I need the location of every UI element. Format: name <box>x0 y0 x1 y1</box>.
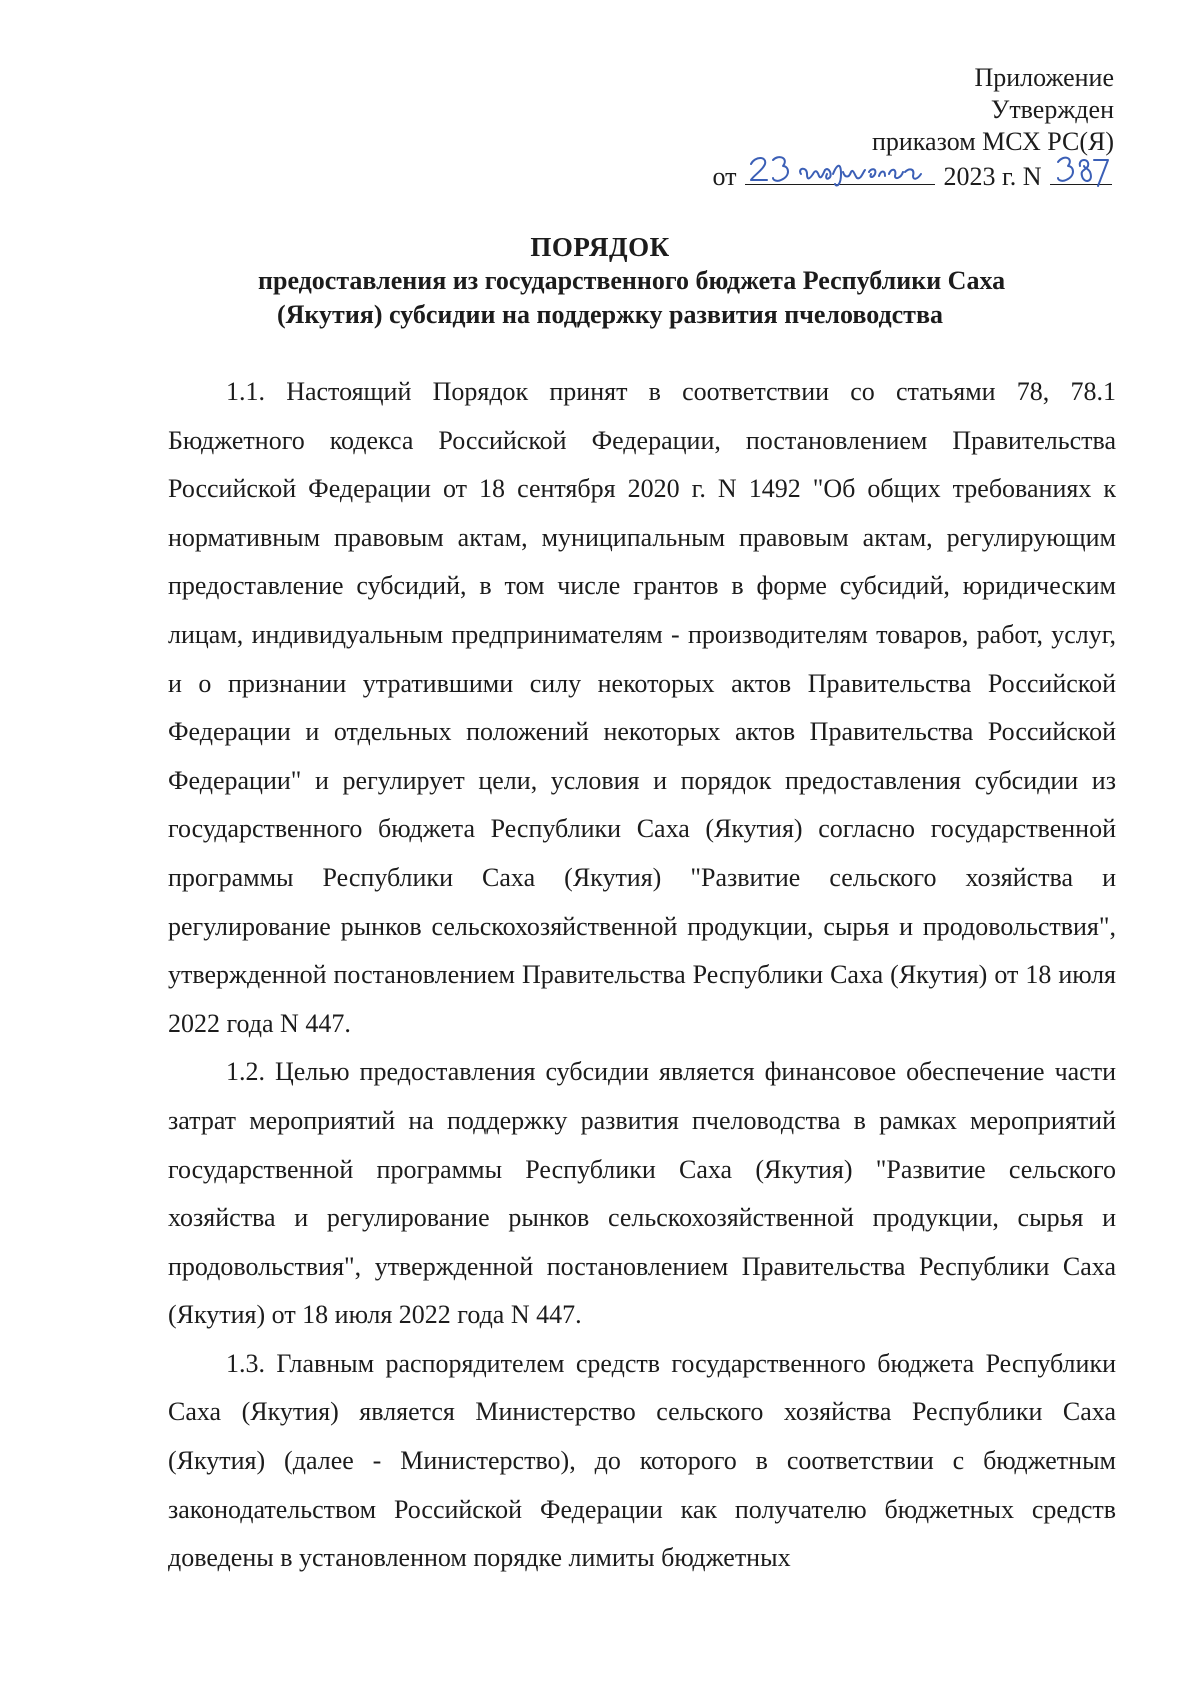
paragraph-1-3: 1.3. Главным распорядителем средств государственного бюджета Республики Саха (Якутия) является Министерство сельского хозяйства Республики Саха (Якутия) (далее - Министерство), до которого в соответствии с бюджетным законодательством Российской Федерации как получателю бюджетных средств доведены в установленном порядке лимиты бюджетных <box>168 1348 1116 1573</box>
handwritten-number-ink <box>1050 150 1112 190</box>
order-date-line <box>712 158 1114 193</box>
document-subtitle-line-1: предоставления из государственного бюджета Республики Саха <box>258 266 1006 295</box>
paragraph-1-1: 1.1. Настоящий Порядок принят в соответствии со статьями 78, 78.1 Бюджетного кодекса Российской Федерации, постановлением Правительства Российской Федерации от 18 сентября 2020 г. N 1492 "Об общих требованиях к нормативным правовым актам, муниципальным правовым актам, регулирующим предоставление субсидий, в том числе грантов в форме субсидий, юридическим лицам, индивидуальным предпринимателям - производителям товаров, работ, услуг, и о признании утратившими силу некоторых актов Правительства Российской Федерации и отдельных положений некоторых актов Правительства Российской Федерации" и регулирует цели, условия и порядок предоставления субсидии из государственного бюджета Республики Саха (Якутия) согласно государственной программы Республики Саха (Якутия) "Развитие сельского хозяйства и регулирование рынков сельскохозяйственной продукции, сырья и продовольствия", утвержденной постановлением Правительства Республики Саха (Якутия) от 18 июля 2022 года N 447. <box>168 377 1116 1038</box>
appendix-label: Приложение <box>974 63 1114 92</box>
year-and-number-label: 2023 г. N <box>943 162 1042 191</box>
document-subtitle-line-2: (Якутия) субсидии на поддержку развития пчеловодства <box>277 300 943 329</box>
handwritten-date-field <box>745 158 935 185</box>
handwritten-date-ink <box>745 150 935 190</box>
document-title: ПОРЯДОК <box>530 232 670 262</box>
order-reference: приказом МСХ РС(Я) <box>871 127 1114 156</box>
approved-label: Утвержден <box>990 95 1114 124</box>
handwritten-number-field <box>1050 158 1112 185</box>
approval-block <box>712 62 1114 193</box>
date-prefix: от <box>712 162 737 191</box>
document-body <box>168 368 1116 1583</box>
paragraph-1-2: 1.2. Целью предоставления субсидии является финансовое обеспечение части затрат мероприятий на поддержку развития пчеловодства в рамках мероприятий государственной программы Республики Саха (Якутия) "Развитие сельского хозяйства и регулирование рынков сельскохозяйственной продукции, сырья и продовольствия", утвержденной постановлением Правительства Республики Саха (Якутия) от 18 июля 2022 года N 447. <box>168 1057 1116 1330</box>
